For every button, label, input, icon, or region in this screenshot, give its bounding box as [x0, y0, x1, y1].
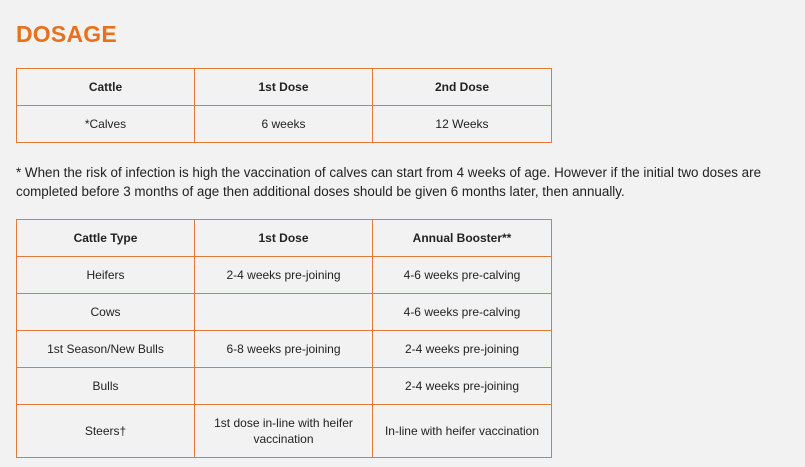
table-cell-1st-dose: 6-8 weeks pre-joining [195, 331, 373, 368]
table-row [17, 405, 552, 458]
table-cell-cattle-type: Bulls [17, 368, 195, 405]
table-cell-cattle-type: Heifers [17, 257, 195, 294]
calves-dosage-table [16, 68, 552, 143]
column-header-cattle-type: Cattle Type [17, 220, 195, 257]
table-cell-1st-dose [195, 294, 373, 331]
column-header-annual-booster: Annual Booster** [373, 220, 552, 257]
table-cell-cattle: *Calves [17, 106, 195, 143]
table-row [17, 294, 552, 331]
page-title: DOSAGE [16, 21, 117, 47]
table-cell-annual-booster: In-line with heifer vaccination [373, 405, 552, 458]
table-row [17, 331, 552, 368]
table-cell-1st-dose: 1st dose in-line with heifer vaccination [195, 405, 373, 458]
column-header-cattle: Cattle [17, 69, 195, 106]
table-cell-annual-booster: 2-4 weeks pre-joining [373, 331, 552, 368]
table-cell-2nd-dose: 12 Weeks [373, 106, 552, 143]
cattle-type-dosage-table [16, 219, 552, 458]
table-row [17, 257, 552, 294]
column-header-1st-dose: 1st Dose [195, 69, 373, 106]
table-cell-cattle-type: Steers† [17, 405, 195, 458]
table-row [17, 106, 552, 143]
footnote: * When the risk of infection is high the vaccination of calves can start from 4 weeks of age. However if the initial two doses are completed before 3 months of age then additional doses should be given 6 months later, then annually. [16, 165, 762, 199]
table-cell-cattle-type: 1st Season/New Bulls [17, 331, 195, 368]
table-header-row [17, 220, 552, 257]
table-cell-1st-dose: 2-4 weeks pre-joining [195, 257, 373, 294]
table-cell-1st-dose: 6 weeks [195, 106, 373, 143]
table-row [17, 368, 552, 405]
table-cell-annual-booster: 4-6 weeks pre-calving [373, 294, 552, 331]
table-cell-cattle-type: Cows [17, 294, 195, 331]
table-cell-1st-dose [195, 368, 373, 405]
column-header-2nd-dose: 2nd Dose [373, 69, 552, 106]
table-cell-annual-booster: 4-6 weeks pre-calving [373, 257, 552, 294]
table-cell-annual-booster: 2-4 weeks pre-joining [373, 368, 552, 405]
column-header-1st-dose: 1st Dose [195, 220, 373, 257]
table-header-row [17, 69, 552, 106]
